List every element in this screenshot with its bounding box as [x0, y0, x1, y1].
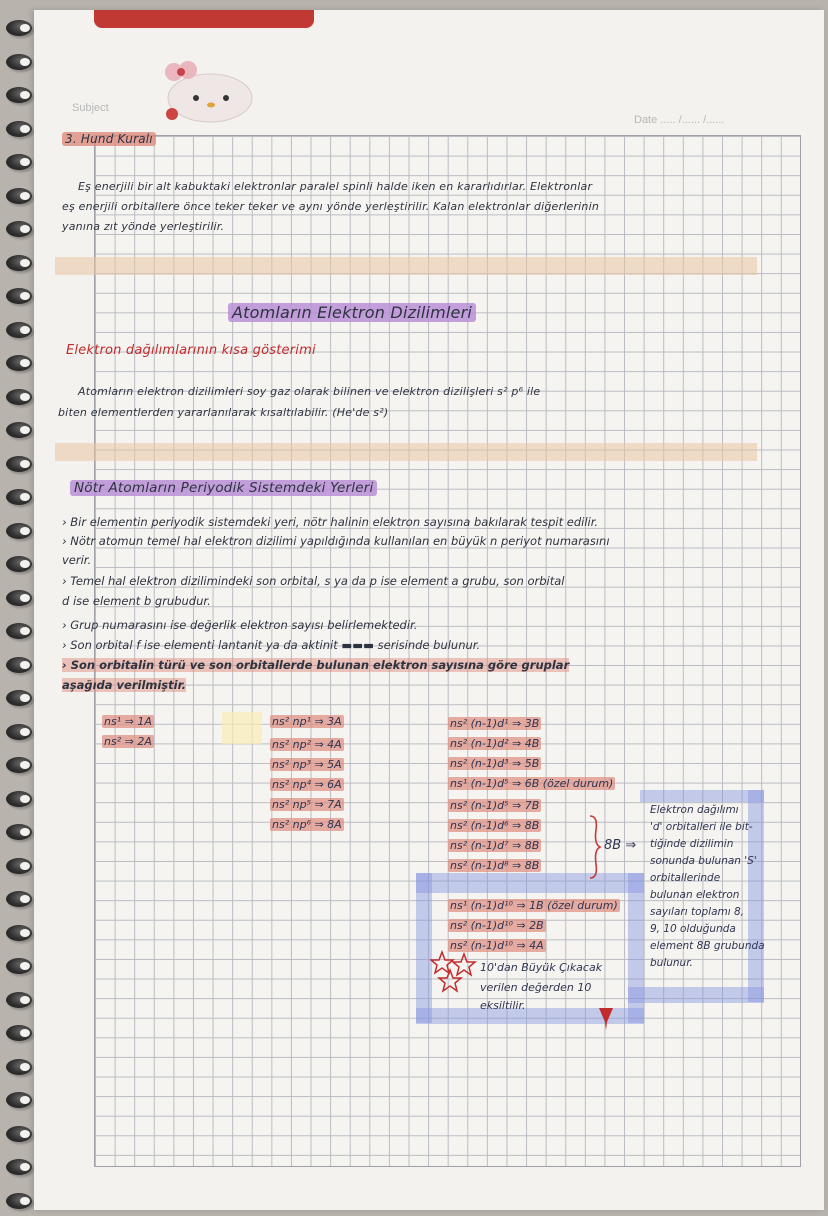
section-title: Atomların Elektron Dizilimleri: [228, 303, 476, 322]
spiral-ring: [6, 1092, 32, 1108]
curly-brace-icon: [588, 814, 602, 880]
kitty-sticker-icon: [152, 54, 272, 126]
spiral-ring: [6, 389, 32, 405]
spiral-ring: [6, 556, 32, 572]
spiral-ring: [6, 121, 32, 137]
spiral-ring: [6, 958, 32, 974]
periodic-item-2: › Nötr atomun temel hal elektron dizilimi yapıldığında kullanılan en büyük n periyot numarasını: [62, 534, 610, 548]
periodic-title: Nötr Atomların Periyodik Sistemdeki Yerleri: [70, 480, 377, 496]
highlight-band-2: [55, 443, 757, 461]
d10-block-item: ns¹ (n-1)d¹⁰ ⇒ 1B (özel durum): [450, 899, 618, 912]
spiral-ring: [6, 87, 32, 103]
blue-marker-left: [416, 873, 432, 1023]
red-cover-edge: [94, 10, 314, 28]
periodic-item-4: › Temel hal elektron dizilimindeki son orbital, s ya da p ise element a grubu, son orbital: [62, 574, 565, 588]
periodic-item-1: › Bir elementin periyodik sistemdeki yeri, nötr halinin elektron sayısına bakılarak tespit edilir.: [62, 515, 599, 529]
side-note-line: sayıları toplamı 8,: [650, 906, 745, 918]
blue-marker-extend: [628, 987, 764, 1003]
blue-marker-top: [416, 873, 644, 893]
d10-block-item: ns² (n-1)d¹⁰ ⇒ 4A: [450, 939, 544, 952]
subject-label: Subject: [72, 102, 109, 114]
d-block-item: ns² (n-1)d⁷ ⇒ 8B: [450, 839, 540, 852]
section-subtitle: Elektron dağılımlarının kısa gösterimi: [66, 343, 316, 358]
p-block-item: ns² np⁶ ⇒ 8A: [272, 818, 342, 831]
spiral-ring: [6, 355, 32, 371]
periodic-item-7: › Son orbital f ise elementi lantanit ya da aktinit ▬▬▬ serisinde bulunur.: [62, 638, 481, 652]
p-block-item: ns² np⁴ ⇒ 6A: [272, 778, 342, 791]
side-note-line: bulunur.: [650, 957, 693, 969]
side-note: [650, 802, 765, 972]
d10-block-item: ns² (n-1)d¹⁰ ⇒ 2B: [450, 919, 544, 932]
p-block-item: ns² np⁵ ⇒ 7A: [272, 798, 342, 811]
spiral-ring: [6, 489, 32, 505]
spiral-ring: [6, 20, 32, 36]
spiral-ring: [6, 1193, 32, 1209]
spiral-ring: [6, 1159, 32, 1175]
side-note-line: Elektron dağılımı: [650, 804, 739, 816]
side-note-line: tiğinde dizilimin: [650, 838, 734, 850]
p-block-item: ns² np³ ⇒ 5A: [272, 758, 342, 771]
side-note-line: orbitallerinde: [650, 872, 721, 884]
p-block-item: ns² np² ⇒ 4A: [272, 738, 342, 751]
s-block-item: ns¹ ⇒ 1A: [104, 715, 152, 728]
heart-doodle-icon: [597, 1004, 615, 1032]
side-note-line: element 8B grubunda: [650, 940, 765, 952]
spiral-ring: [6, 255, 32, 271]
spiral-ring: [6, 188, 32, 204]
d-block-item: ns² (n-1)d⁶ ⇒ 8B: [450, 819, 540, 832]
group-8b-label: 8B ⇒: [604, 838, 637, 853]
spiral-ring: [6, 724, 32, 740]
periodic-item-5: d ise element b grubudur.: [62, 594, 211, 608]
spiral-ring: [6, 54, 32, 70]
spiral-ring: [6, 791, 32, 807]
date-label: Date ..... /...... /......: [634, 114, 725, 126]
side-note-line: 9, 10 olduğunda: [650, 923, 736, 935]
star-icon: [430, 950, 478, 994]
spiral-ring: [6, 422, 32, 438]
hund-line-1: Eş enerjili bir alt kabuktaki elektronlar paralel spinli halde iken en kararlıdırlar. Elektronlar: [78, 180, 593, 193]
d-block-item: ns² (n-1)d³ ⇒ 5B: [450, 757, 540, 770]
hund-title: 3. Hund Kuralı: [62, 132, 156, 146]
spiral-ring: [6, 523, 32, 539]
hund-line-2: eş enerjili orbitallere önce teker teker ve aynı yönde yerleştirilir. Kalan elektronlar diğerlerinin: [62, 200, 600, 213]
star-note-line: eksiltilir.: [480, 999, 526, 1012]
spiral-ring: [6, 1126, 32, 1142]
periodic-highlight-1: › Son orbitalin türü ve son orbitallerde bulunan elektron sayısına göre gruplar: [62, 658, 570, 672]
spiral-ring: [6, 657, 32, 673]
spiral-ring: [6, 757, 32, 773]
spiral-ring: [6, 1025, 32, 1041]
side-note-line: sonunda bulunan 'S': [650, 855, 757, 867]
d-block-item: ns¹ (n-1)d⁵ ⇒ 6B (özel durum): [450, 777, 614, 790]
d-block-item: ns² (n-1)d² ⇒ 4B: [450, 737, 540, 750]
p-block-item: ns² np¹ ⇒ 3A: [272, 715, 342, 728]
spiral-ring: [6, 891, 32, 907]
periodic-item-3: verir.: [62, 553, 92, 567]
section-line-1: Atomların elektron dizilimleri soy gaz olarak bilinen ve elektron dizilişleri s² p⁶ ile: [78, 385, 541, 398]
spiral-ring: [6, 858, 32, 874]
spiral-ring: [6, 623, 32, 639]
spiral-ring: [6, 456, 32, 472]
spiral-ring: [6, 288, 32, 304]
side-note-line: 'd' orbitalleri ile bit-: [650, 821, 753, 833]
spiral-ring: [6, 221, 32, 237]
spiral-ring: [6, 690, 32, 706]
spiral-ring: [6, 992, 32, 1008]
s-block-item: ns² ⇒ 2A: [104, 735, 152, 748]
d-block-item: ns² (n-1)d⁸ ⇒ 8B: [450, 859, 540, 872]
star-note-line: verilen değerden 10: [480, 981, 592, 994]
spiral-ring: [6, 154, 32, 170]
star-note-line: 10'dan Büyük Çıkacak: [480, 961, 603, 974]
periodic-highlight-2: aşağıda verilmiştir.: [62, 678, 186, 692]
periodic-item-6: › Grup numarasını ise değerlik elektron sayısı belirlemektedir.: [62, 618, 418, 632]
blue-marker-side-top: [640, 790, 764, 802]
yellow-sticky-mark: [222, 712, 262, 744]
spiral-ring: [6, 824, 32, 840]
section-line-2: biten elementlerden yararlanılarak kısaltılabilir. (He'de s²): [58, 406, 389, 419]
spiral-ring: [6, 590, 32, 606]
highlight-band: [55, 257, 757, 275]
hund-line-3: yanına zıt yönde yerleştirilir.: [62, 220, 225, 233]
d-block-item: ns² (n-1)d¹ ⇒ 3B: [450, 717, 540, 730]
spiral-ring: [6, 322, 32, 338]
side-note-line: bulunan elektron: [650, 889, 740, 901]
d-block-item: ns² (n-1)d⁵ ⇒ 7B: [450, 799, 540, 812]
spiral-ring: [6, 925, 32, 941]
spiral-ring: [6, 1059, 32, 1075]
